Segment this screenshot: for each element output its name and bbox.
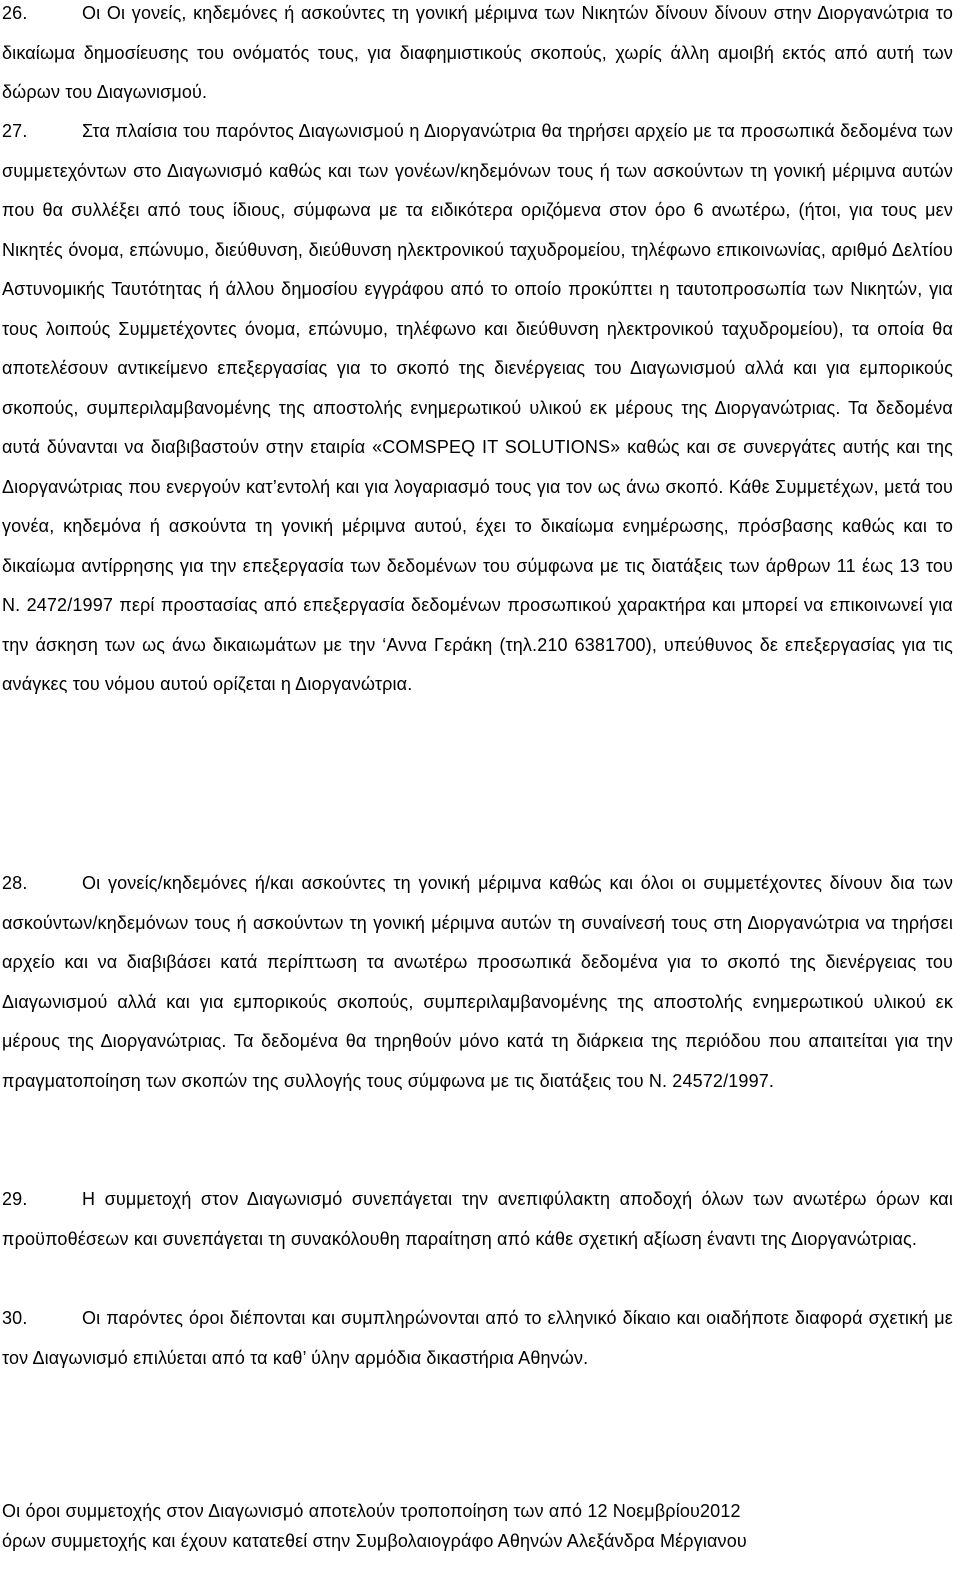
footer-note bbox=[2, 1496, 953, 1556]
term-29 bbox=[2, 1180, 953, 1259]
term-30-number: 30. bbox=[2, 1308, 28, 1328]
term-26-text: Οι Οι γονείς, κηδεμόνες ή ασκούντες τη γονική μέριμνα των Νικητών δίνουν δίνουν στην Διοργανώτρια το δικαίωμα δημοσίευσης του ονόματός τους, για διαφημιστικούς σκοπούς, χωρίς άλλη αμοιβή εκτός από αυτή των δώρων του Διαγωνισμού. bbox=[2, 3, 953, 102]
term-28-text: Οι γονείς/κηδεμόνες ή/και ασκούντες τη γονική μέριμνα καθώς και όλοι οι συμμετέχοντες δίνουν δια των ασκούντων/κηδεμόνων τους ή ασκούντων τη γονική μέριμνα αυτών τη συναίνεσή τους στη Διοργανώτρια να τηρήσει αρχείο και να διαβιβάσει κατά περίπτωση τα ανωτέρω προσωπικά δεδομένα για το σκοπό της διενέργειας του Διαγωνισμού αλλά και για εμπορικούς σκοπούς, συμπεριλαμβανομένης της αποστολής ενημερωτικού υλικού εκ μέρους της Διοργανώτριας. Τα δεδομένα θα τηρηθούν μόνο κατά τη διάρκεια της περιόδου που απαιτείται για την πραγματοποίηση των σκοπών της συλλογής τους σύμφωνα με τις διατάξεις του Ν. 24572/1997. bbox=[2, 873, 953, 1091]
term-29-text: Η συμμετοχή στον Διαγωνισμό συνεπάγεται την ανεπιφύλακτη αποδοχή όλων των ανωτέρω όρων και προϋποθέσεων και συνεπάγεται τη συνακόλουθη παραίτηση από κάθε σχετική αξίωση έναντι της Διοργανώτριας. bbox=[2, 1189, 953, 1249]
term-28 bbox=[2, 864, 953, 1101]
footer-line-2: όρων συμμετοχής και έχουν κατατεθεί στην Συμβολαιογράφο Αθηνών Αλεξάνδρα Μέργιανου bbox=[2, 1531, 747, 1551]
term-27-number: 27. bbox=[2, 121, 28, 141]
term-29-number: 29. bbox=[2, 1189, 28, 1209]
term-28-number: 28. bbox=[2, 873, 28, 893]
term-27-text: Στα πλαίσια του παρόντος Διαγωνισμού η Διοργανώτρια θα τηρήσει αρχείο με τα προσωπικά δεδομένα των συμμετεχόντων στο Διαγωνισμό καθώς και των γονέων/κηδεμόνων τους ή των ασκούντων τη γονική μέριμνα αυτών που θα συλλέξει από τους ίδιους, σύμφωνα με τα ειδικότερα οριζόμενα στον όρο 6 ανωτέρω, (ήτοι, για τους μεν Νικητές όνομα, επώνυμο, διεύθυνση, διεύθυνση ηλεκτρονικού ταχυδρομείου, τηλέφωνο επικοινωνίας, αριθμό Δελτίου Αστυνομικής Ταυτότητας ή άλλου δημοσίου εγγράφου από το οποίο προκύπτει η ταυτοπροσωπία των Νικητών, για τους λοιπούς Συμμετέχοντες όνομα, επώνυμο, τηλέφωνο και διεύθυνση ηλεκτρονικού ταχυδρομείου), τα οποία θα αποτελέσουν αντικείμενο επεξεργασίας για το σκοπό της διενέργειας του Διαγωνισμού αλλά και για εμπορικούς σκοπούς, συμπεριλαμβανομένης της αποστολής ενημερωτικού υλικού εκ μέρους της Διοργανώτριας. Τα δεδομένα αυτά δύνανται να διαβιβαστούν στην εταιρία «COMSPEQ IT SOLUTIONS» καθώς και σε συνεργάτες αυτής και της Διοργανώτριας που ενεργούν κατ’εντολή και για λογαριασμό τους για τον ως άνω σκοπό. Κάθε Συμμετέχων, μετά του γονέα, κηδεμόνα ή ασκούντα τη γονική μέριμνα αυτού, έχει το δικαίωμα ενημέρωσης, πρόσβασης καθώς και το δικαίωμα αντίρρησης για την επεξεργασία των δεδομένων του σύμφωνα με τις διατάξεις των άρθρων 11 έως 13 του Ν. 2472/1997 περί προστασίας από επεξεργασία δεδομένων προσωπικού χαρακτήρα και μπορεί να επικοινωνεί για την άσκηση των ως άνω δικαιωμάτων με την ‘Αννα Γεράκη (τηλ.210 6381700), υπεύθυνος δε επεξεργασίας για τις ανάγκες του νόμου αυτού ορίζεται η Διοργανώτρια. bbox=[2, 121, 953, 694]
term-30-text: Οι παρόντες όροι διέπονται και συμπληρώνονται από το ελληνικό δίκαιο και οιαδήποτε διαφορά σχετική με τον Διαγωνισμό επιλύεται από τα καθ’ ύλην αρμόδια δικαστήρια Αθηνών. bbox=[2, 1308, 953, 1368]
term-27 bbox=[2, 112, 953, 705]
footer-line-1: Οι όροι συμμετοχής στον Διαγωνισμό αποτελούν τροποποίηση των από 12 Νοεμβρίου2012 bbox=[2, 1501, 741, 1521]
term-26 bbox=[2, 0, 953, 113]
term-30 bbox=[2, 1299, 953, 1378]
term-26-number: 26. bbox=[2, 3, 28, 23]
